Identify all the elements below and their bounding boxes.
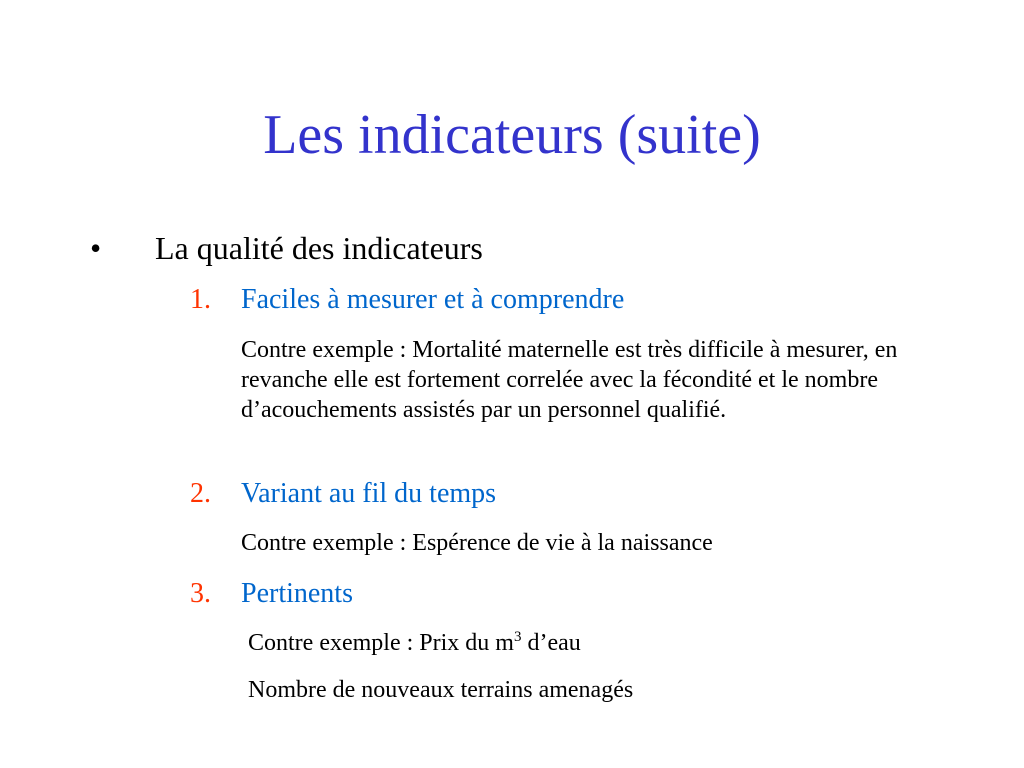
superscript: 3 — [513, 629, 522, 645]
note-text: Contre exemple : Prix du m — [248, 630, 514, 656]
bullet-text: La qualité des indicateurs — [155, 230, 483, 266]
item-title: Variant au fil du temps — [241, 478, 497, 509]
slide-title: Les indicateurs (suite) — [263, 104, 761, 166]
note-text: d’eau — [521, 630, 581, 656]
item-note: Contre exemple : Mortalité maternelle est très difficile à mesurer, en revanche elle est fortement correlée avec la fécondité et le nombre d’acouchements assistés par un personnel qualifié. — [241, 337, 898, 423]
item-note — [248, 628, 908, 658]
item-number: 2. — [190, 478, 211, 509]
item-note: Nombre de nouveaux terrains amenagés — [248, 677, 634, 703]
item-note: Contre exemple : Espérence de vie à la naissance — [241, 530, 713, 556]
bullet-symbol: • — [90, 230, 102, 266]
item-number: 3. — [190, 578, 211, 609]
item-number: 1. — [190, 284, 211, 315]
item-title: Pertinents — [241, 578, 353, 609]
item-title: Faciles à mesurer et à comprendre — [241, 284, 625, 315]
